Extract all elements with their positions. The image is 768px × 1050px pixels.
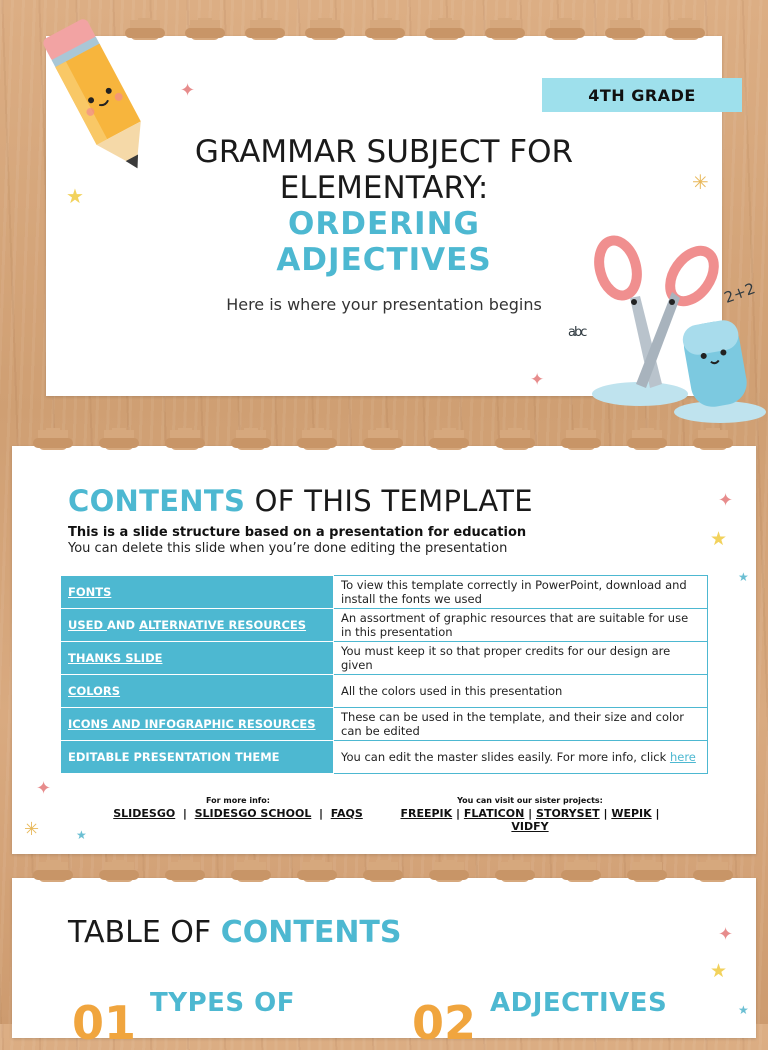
section-number: 02 — [412, 996, 477, 1050]
star-icon: ★ — [710, 960, 728, 982]
separator: | — [182, 807, 187, 820]
star-icon: ★ — [710, 528, 728, 550]
table-row — [61, 576, 708, 609]
footer-more-info — [108, 796, 368, 820]
slidesgo-link[interactable]: SLIDESGO — [113, 807, 176, 820]
here-link[interactable]: here — [669, 750, 696, 764]
sparkle-icon: ✦ — [718, 924, 734, 945]
table-key-cell[interactable] — [61, 708, 334, 741]
sparkle-icon: ✦ — [718, 490, 734, 511]
theme-description: You can edit the master slides easily. For more info, click — [341, 750, 670, 764]
star-icon: ★ — [66, 184, 84, 208]
table-key-cell[interactable] — [61, 576, 334, 609]
sparkle-icon: ✳ — [692, 170, 709, 194]
storyset-link[interactable]: STORYSET — [536, 807, 600, 820]
scissors-icon — [588, 234, 768, 430]
heading-rest: OF THIS TEMPLATE — [254, 484, 533, 518]
title-line-4: ADJECTIVES — [276, 242, 492, 278]
sparkle-icon: ✦ — [36, 778, 52, 799]
notebook-tabs — [12, 862, 756, 892]
faqs-link[interactable]: FAQS — [330, 807, 363, 820]
title-line-2: ELEMENTARY: — [279, 170, 489, 206]
star-icon: ★ — [738, 1003, 749, 1017]
footer-sister-projects — [400, 796, 660, 833]
toc-heading-plain: TABLE OF — [68, 915, 212, 950]
section-title: TYPES OF — [150, 988, 296, 1018]
table-value-cell: All the colors used in this presentation — [334, 675, 708, 708]
sparkle-icon: ✦ — [530, 370, 545, 390]
fonts-link[interactable]: FONTS — [68, 585, 112, 599]
table-key-cell[interactable] — [61, 642, 334, 675]
resources-table — [60, 575, 708, 774]
table-value-cell — [334, 741, 708, 774]
wepik-link[interactable]: WEPIK — [611, 807, 652, 820]
star-icon: ★ — [76, 828, 87, 842]
toc-heading-accent: CONTENTS — [220, 915, 402, 950]
heading-accent: CONTENTS — [68, 484, 246, 518]
contents-description-bold: This is a slide structure based on a presentation for education — [68, 525, 527, 540]
table-value-cell: These can be used in the template, and their size and color can be edited — [334, 708, 708, 741]
flaticon-link[interactable]: FLATICON — [463, 807, 525, 820]
notebook-tabs — [12, 430, 756, 460]
footer-label: You can visit our sister projects: — [457, 796, 603, 805]
table-key-cell[interactable] — [61, 675, 334, 708]
grade-badge: 4TH GRADE — [542, 78, 742, 112]
table-value-cell: You must keep it so that proper credits for our design are given — [334, 642, 708, 675]
sparkle-icon: ✳ — [24, 819, 40, 840]
separator: | — [528, 807, 533, 820]
table-value-cell: An assortment of graphic resources that are suitable for use in this presentation — [334, 609, 708, 642]
separator: | — [319, 807, 324, 820]
presentation-subtitle: Here is where your presentation begins — [226, 295, 542, 314]
contents-heading — [68, 484, 533, 518]
used-resources-link[interactable]: USED — [68, 618, 108, 632]
vidfy-link[interactable]: VIDFY — [511, 820, 549, 833]
section-title: ADJECTIVES — [490, 988, 668, 1018]
table-row — [61, 642, 708, 675]
key-connector: AND — [107, 618, 140, 632]
table-value-cell: To view this template correctly in PowerPoint, download and install the fonts we used — [334, 576, 708, 609]
contents-description: You can delete this slide when you’re done editing the presentation — [68, 541, 508, 556]
presentation-title — [140, 134, 628, 278]
sparkle-icon: ✦ — [180, 80, 196, 101]
icons-resources-link[interactable]: ICONS AND INFOGRAPHIC RESOURCES — [68, 717, 316, 731]
table-key-cell: EDITABLE PRESENTATION THEME — [61, 741, 334, 774]
letters-doodle: abc — [568, 325, 586, 340]
alternative-resources-link[interactable]: ALTERNATIVE RESOURCES — [139, 618, 307, 632]
footer-links — [108, 807, 368, 820]
toc-heading — [68, 915, 402, 950]
separator: | — [603, 807, 608, 820]
title-line-1: GRAMMAR SUBJECT FOR — [194, 134, 574, 170]
title-line-3: ORDERING — [288, 206, 480, 242]
pencil-icon — [34, 16, 164, 181]
star-icon: ★ — [738, 570, 749, 584]
separator: | — [456, 807, 461, 820]
slidesgo-school-link[interactable]: SLIDESGO SCHOOL — [194, 807, 312, 820]
colors-link[interactable]: COLORS — [68, 684, 121, 698]
thanks-slide-link[interactable]: THANKS SLIDE — [68, 651, 163, 665]
table-row — [61, 609, 708, 642]
separator: | — [655, 807, 660, 820]
table-row — [61, 675, 708, 708]
table-row — [61, 708, 708, 741]
table-key-cell[interactable] — [61, 609, 334, 642]
math-doodle: 2+2 — [721, 279, 758, 307]
footer-label: For more info: — [206, 796, 270, 805]
table-row — [61, 741, 708, 774]
footer-links — [400, 807, 660, 833]
freepik-link[interactable]: FREEPIK — [400, 807, 453, 820]
section-number: 01 — [72, 996, 137, 1050]
